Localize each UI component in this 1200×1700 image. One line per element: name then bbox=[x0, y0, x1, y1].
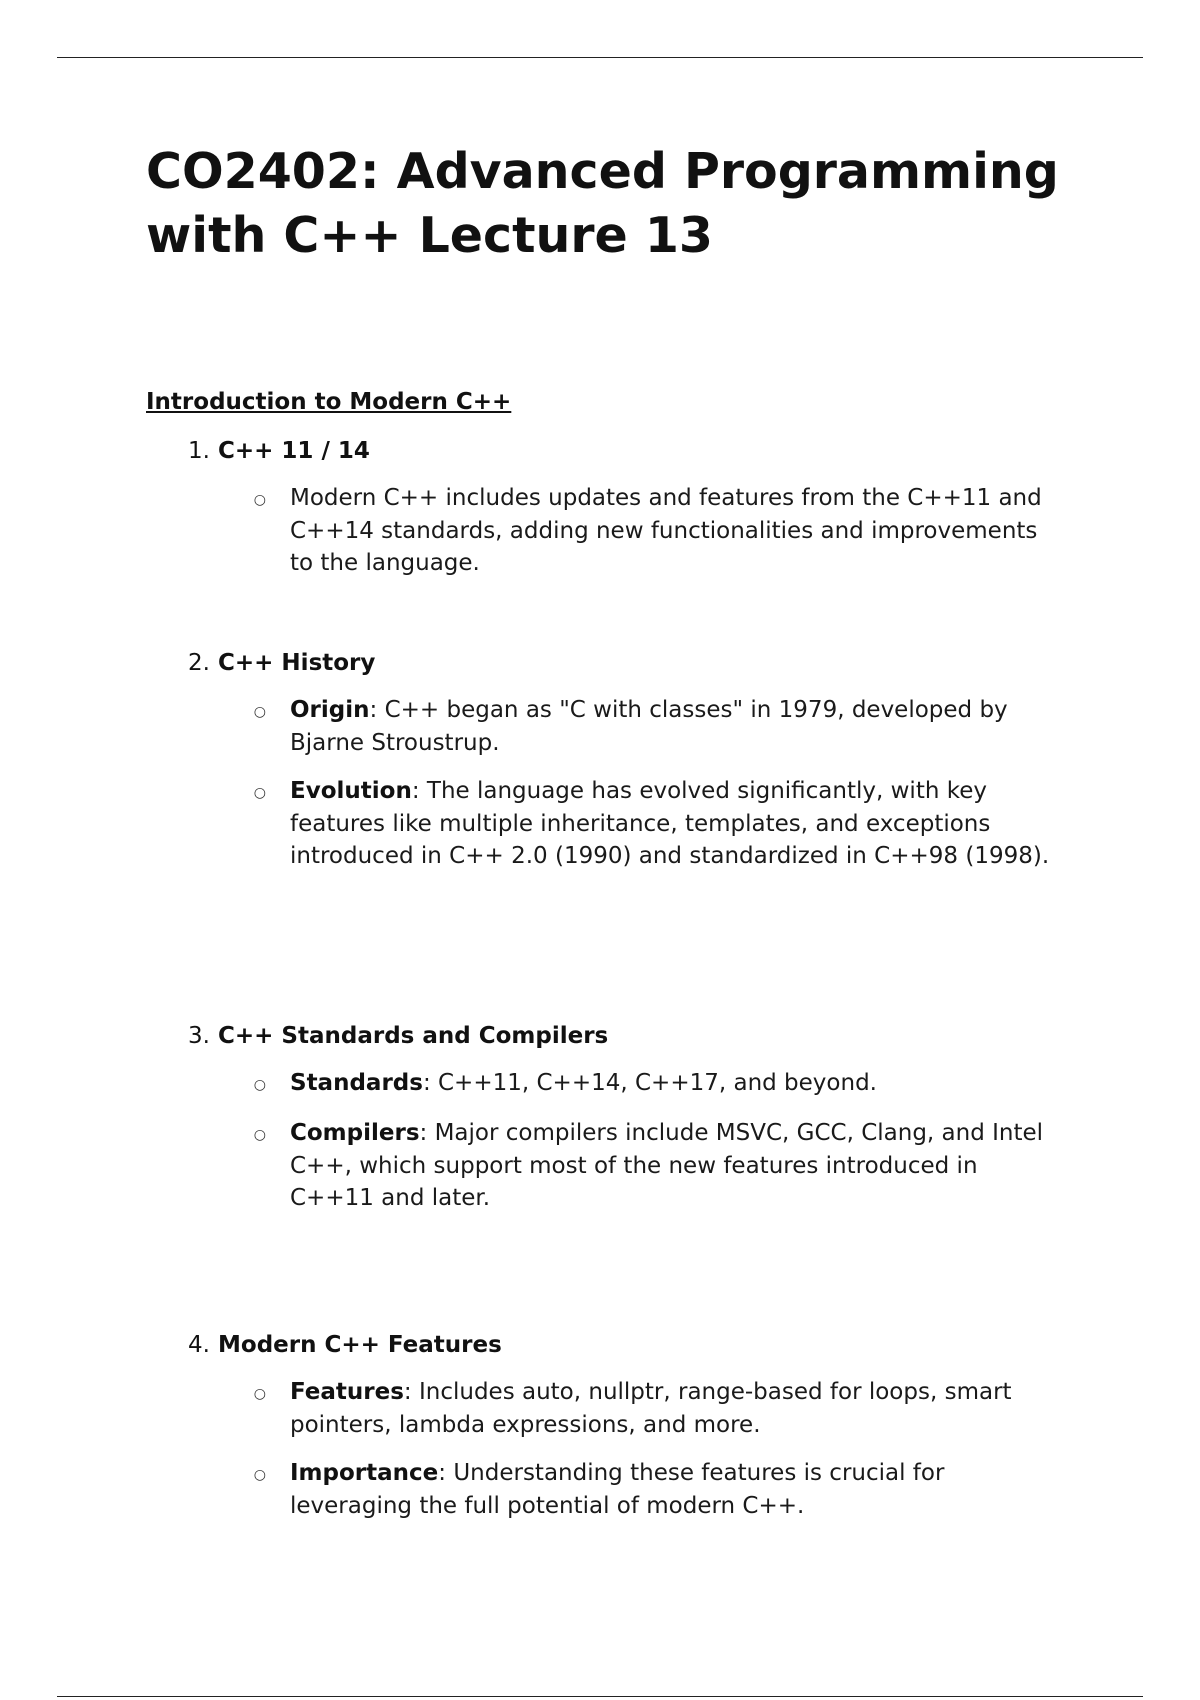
page-title: CO2402: Advanced Programming with C++ Lecture 13 bbox=[146, 143, 1059, 264]
circle-bullet-icon: ○ bbox=[253, 704, 266, 720]
bullet-item bbox=[146, 482, 1066, 580]
bullet-item bbox=[146, 1457, 1066, 1522]
bullet-text bbox=[290, 1376, 1066, 1441]
bullet-item bbox=[146, 1067, 1066, 1101]
list-item-cpp-history bbox=[146, 648, 1066, 889]
circle-bullet-icon: ○ bbox=[253, 1077, 266, 1093]
section-heading: Introduction to Modern C++ bbox=[146, 389, 512, 415]
bullet-separator: : bbox=[419, 1120, 435, 1146]
list-item-standards-compilers bbox=[146, 1021, 1066, 1231]
bullet-body: Understanding these features is crucial for leveraging the full potential of modern C++. bbox=[290, 1460, 945, 1519]
list-item-cpp11-14 bbox=[146, 436, 1066, 596]
bullet-separator: : bbox=[369, 697, 385, 723]
circle-bullet-icon: ○ bbox=[253, 492, 266, 508]
bullet-text bbox=[290, 775, 1066, 873]
item-title: C++ History bbox=[218, 650, 376, 676]
circle-bullet-icon: ○ bbox=[253, 1386, 266, 1402]
bullet-separator: : bbox=[438, 1460, 454, 1486]
bullet-body: C++11, C++14, C++17, and beyond. bbox=[438, 1070, 877, 1096]
bullet-term: Evolution bbox=[290, 778, 412, 804]
circle-bullet-icon: ○ bbox=[253, 1467, 266, 1483]
circle-bullet-icon: ○ bbox=[253, 785, 266, 801]
bullet-term: Importance bbox=[290, 1460, 439, 1486]
bullet-item bbox=[146, 775, 1066, 873]
bullet-text bbox=[290, 1457, 1066, 1522]
top-rule bbox=[57, 57, 1143, 58]
bottom-rule bbox=[57, 1696, 1143, 1697]
bullet-term: Features bbox=[290, 1379, 404, 1405]
bullet-term: Standards bbox=[290, 1070, 423, 1096]
bullet-item bbox=[146, 1376, 1066, 1441]
bullet-text bbox=[290, 694, 1066, 759]
bullet-separator: : bbox=[411, 778, 427, 804]
bullet-item bbox=[146, 694, 1066, 759]
bullet-text: Modern C++ includes updates and features from the C++11 and C++14 standards, adding new functionalities and improvements to the language. bbox=[290, 485, 1042, 576]
bullet-body: Major compilers include MSVC, GCC, Clang, and Intel C++, which support most of the new features introduced in C++11 and later. bbox=[290, 1120, 1044, 1211]
item-number: 1. bbox=[188, 438, 210, 464]
bullet-body: C++ began as "C with classes" in 1979, developed by Bjarne Stroustrup. bbox=[290, 697, 1008, 756]
bullet-item bbox=[146, 1117, 1066, 1215]
item-number: 4. bbox=[188, 1332, 210, 1358]
bullet-text bbox=[290, 1067, 1066, 1100]
bullet-term: Compilers bbox=[290, 1120, 420, 1146]
item-number: 3. bbox=[188, 1023, 210, 1049]
item-title: Modern C++ Features bbox=[218, 1332, 502, 1358]
bullet-text bbox=[290, 1117, 1066, 1215]
item-title: C++ Standards and Compilers bbox=[218, 1023, 609, 1049]
item-number: 2. bbox=[188, 650, 210, 676]
bullet-body: The language has evolved significantly, with key features like multiple inheritance, templates, and exceptions introduced in C++ 2.0 (1990) and standardized in C++98 (1998). bbox=[290, 778, 1050, 869]
bullet-term: Origin bbox=[290, 697, 370, 723]
circle-bullet-icon: ○ bbox=[253, 1127, 266, 1143]
bullet-separator: : bbox=[403, 1379, 419, 1405]
list-item-modern-features bbox=[146, 1330, 1066, 1538]
item-title: C++ 11 / 14 bbox=[218, 438, 370, 464]
bullet-body: Includes auto, nullptr, range-based for loops, smart pointers, lambda expressions, and more. bbox=[290, 1379, 1012, 1438]
bullet-separator: : bbox=[422, 1070, 438, 1096]
